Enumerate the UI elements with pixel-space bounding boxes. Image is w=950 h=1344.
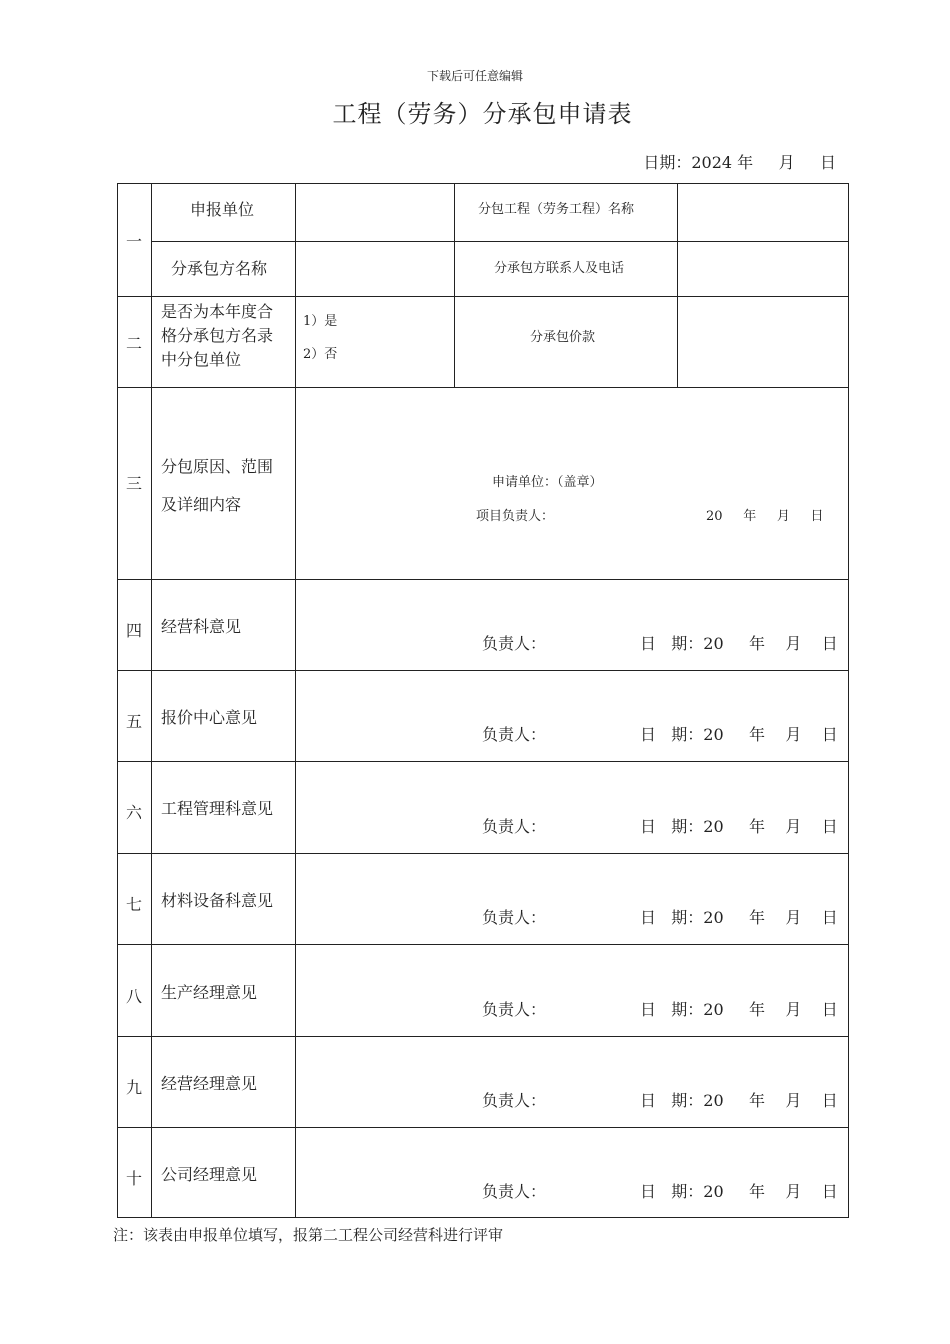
row-divider <box>118 1127 849 1128</box>
opinion-label: 生产经理意见 <box>161 983 258 1002</box>
row-divider <box>118 853 849 854</box>
footnote: 注：该表由申报单位填写，报第二工程公司经营科进行评审 <box>113 1226 504 1244</box>
column-divider <box>295 184 296 1218</box>
project-lead-date: 20 年 月 日 <box>706 509 824 524</box>
row-divider <box>118 296 849 297</box>
row-number: 一 <box>125 232 142 251</box>
row-divider <box>118 579 849 580</box>
subcontractor-name-label: 分承包方名称 <box>171 259 268 278</box>
row-divider <box>118 670 849 671</box>
column-divider <box>677 184 678 387</box>
subcontract-price-label: 分承包价款 <box>530 330 596 345</box>
header-note: 下载后可任意编辑 <box>426 69 523 83</box>
opinion-label: 公司经理意见 <box>161 1165 258 1184</box>
signature-date: 日 期：20 年 月 日 <box>640 817 838 836</box>
option-no: 2）否 <box>303 347 338 362</box>
person-in-charge-label: 负责人： <box>482 634 547 653</box>
form-title: 工程（劳务）分承包申请表 <box>332 100 633 128</box>
row-number: 六 <box>125 803 142 822</box>
row-divider <box>151 241 849 242</box>
signature-date: 日 期：20 年 月 日 <box>640 1091 838 1110</box>
person-in-charge-label: 负责人： <box>482 1182 547 1201</box>
person-in-charge-label: 负责人： <box>482 1091 547 1110</box>
opinion-label: 材料设备科意见 <box>161 891 274 910</box>
subcontract-reason-label: 分包原因、范围 及详细内容 <box>161 457 274 514</box>
opinion-label: 经营经理意见 <box>161 1074 258 1093</box>
row-divider <box>118 944 849 945</box>
row-number: 九 <box>125 1078 142 1097</box>
opinion-label: 报价中心意见 <box>161 708 258 727</box>
signature-date: 日 期：20 年 月 日 <box>640 725 838 744</box>
column-divider <box>454 184 455 387</box>
signature-date: 日 期：20 年 月 日 <box>640 1182 838 1201</box>
person-in-charge-label: 负责人： <box>482 908 547 927</box>
person-in-charge-label: 负责人： <box>482 1000 547 1019</box>
row-number: 五 <box>125 712 142 731</box>
form-date: 日期：2024 年 月 日 <box>643 153 836 172</box>
row-number: 四 <box>125 621 142 640</box>
opinion-label: 经营科意见 <box>161 617 242 636</box>
row-number: 二 <box>125 334 142 353</box>
row-divider <box>118 1036 849 1037</box>
project-lead-label: 项目负责人： <box>476 509 555 524</box>
qualified-subcontractor-label: 是否为本年度合 格分承包方名录 中分包单位 <box>161 302 274 369</box>
row-number: 三 <box>125 474 142 493</box>
signature-date: 日 期：20 年 月 日 <box>640 1000 838 1019</box>
subcontract-project-name-label: 分包工程（劳务工程）名称 <box>478 202 635 217</box>
applicant-seal-label: 申请单位：（盖章） <box>492 475 603 490</box>
row-number: 八 <box>125 987 142 1006</box>
row-divider <box>118 387 849 388</box>
row-divider <box>118 761 849 762</box>
row-number: 七 <box>125 895 142 914</box>
application-form-table <box>117 183 849 1218</box>
person-in-charge-label: 负责人： <box>482 725 547 744</box>
applicant-unit-label: 申报单位 <box>190 200 255 219</box>
opinion-label: 工程管理科意见 <box>161 799 274 818</box>
option-yes: 1）是 <box>303 314 338 329</box>
subcontractor-contact-label: 分承包方联系人及电话 <box>494 261 625 276</box>
person-in-charge-label: 负责人： <box>482 817 547 836</box>
row-number: 十 <box>125 1169 142 1188</box>
signature-date: 日 期：20 年 月 日 <box>640 908 838 927</box>
signature-date: 日 期：20 年 月 日 <box>640 634 838 653</box>
column-divider <box>151 184 152 1218</box>
